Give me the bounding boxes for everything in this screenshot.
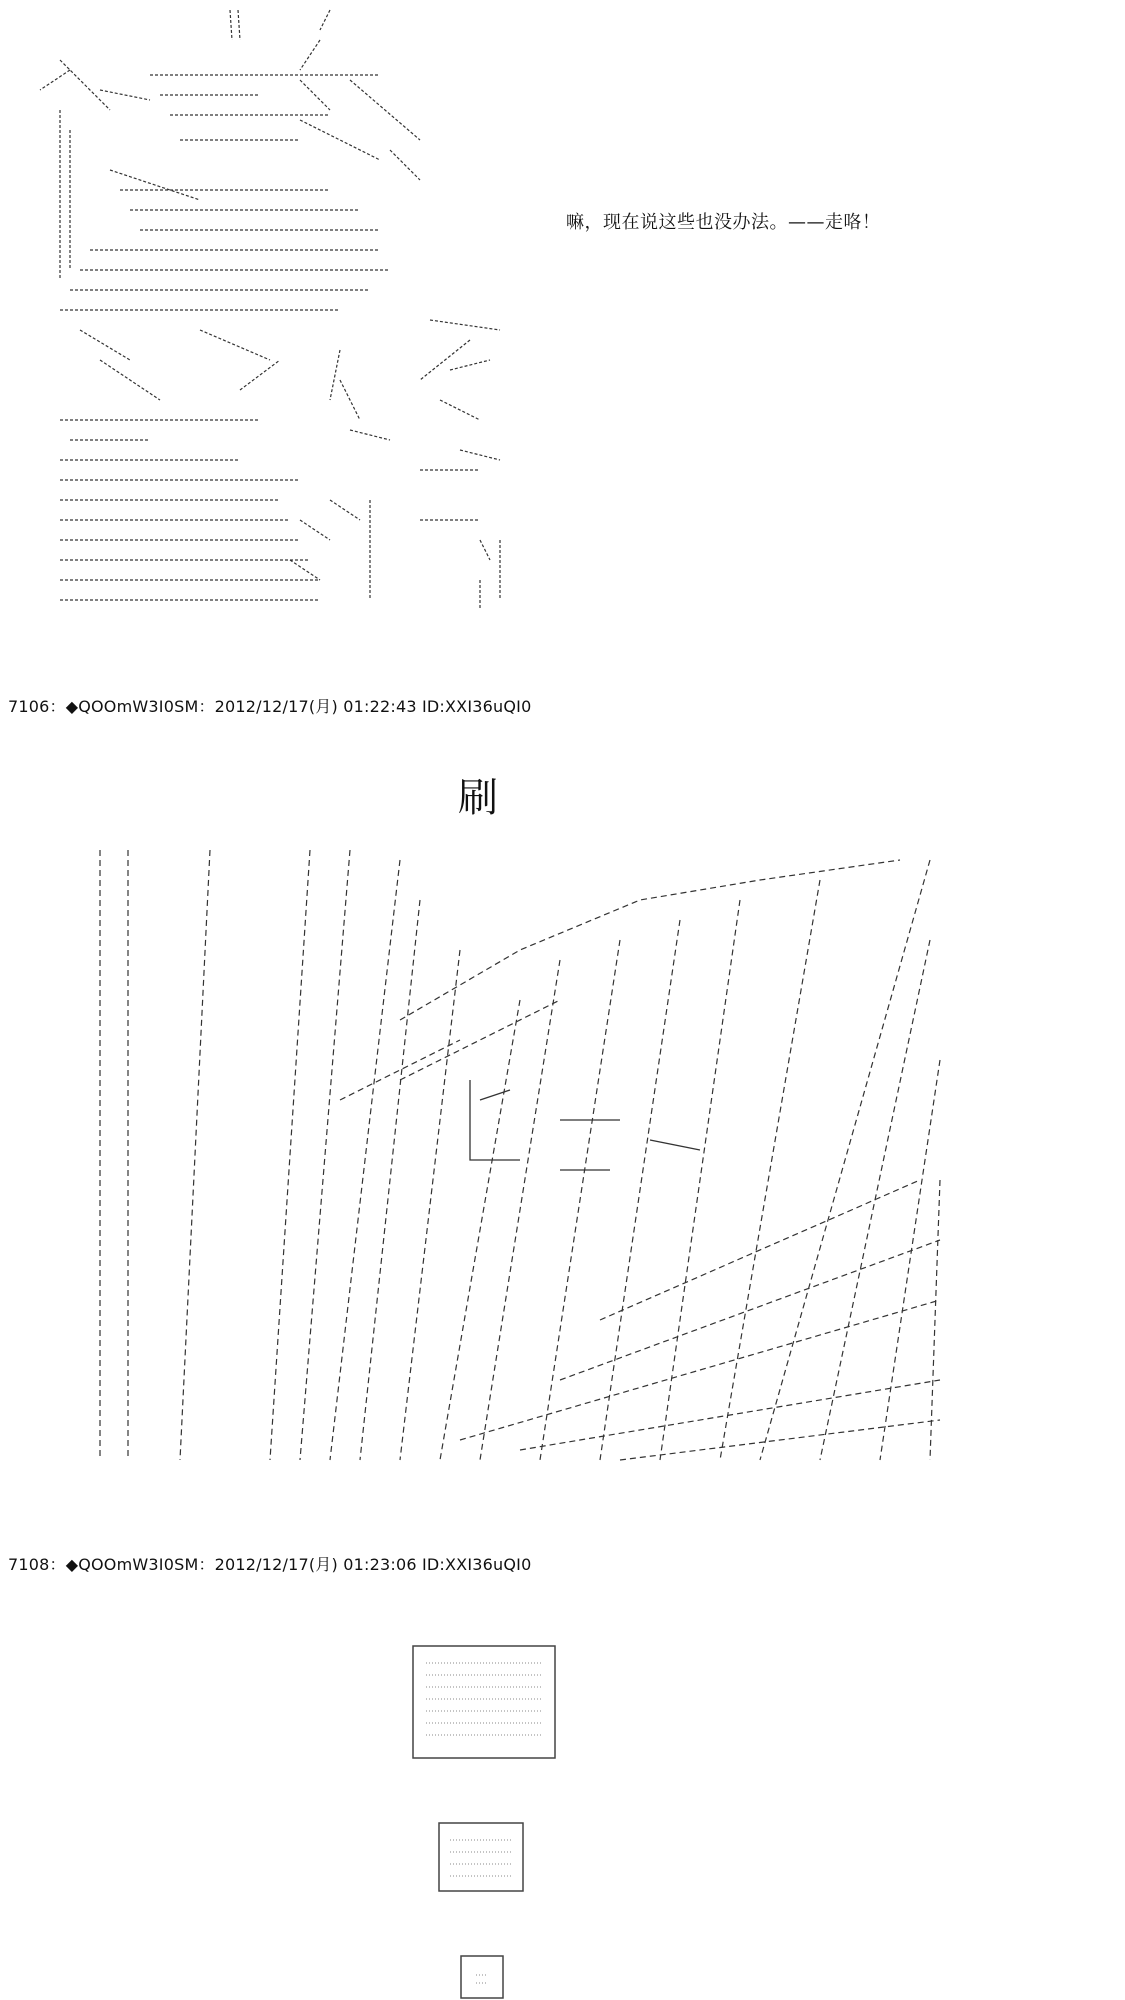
panel-medium: [438, 1822, 524, 1892]
panel-large: [412, 1645, 556, 1759]
post-header-7106: 7106：◆QOOmW3I0SM：2012/12/17(月) 01:22:43 ID:XXI36uQI0: [8, 697, 532, 716]
sound-effect-text: 刷: [458, 775, 498, 821]
dialogue-text: 嘛，现在说这些也没办法。——走咯！: [566, 212, 881, 233]
post-header-7108: 7108：◆QOOmW3I0SM：2012/12/17(月) 01:23:06 ID:XXI36uQI0: [8, 1555, 532, 1574]
panel-small: [460, 1955, 504, 1999]
